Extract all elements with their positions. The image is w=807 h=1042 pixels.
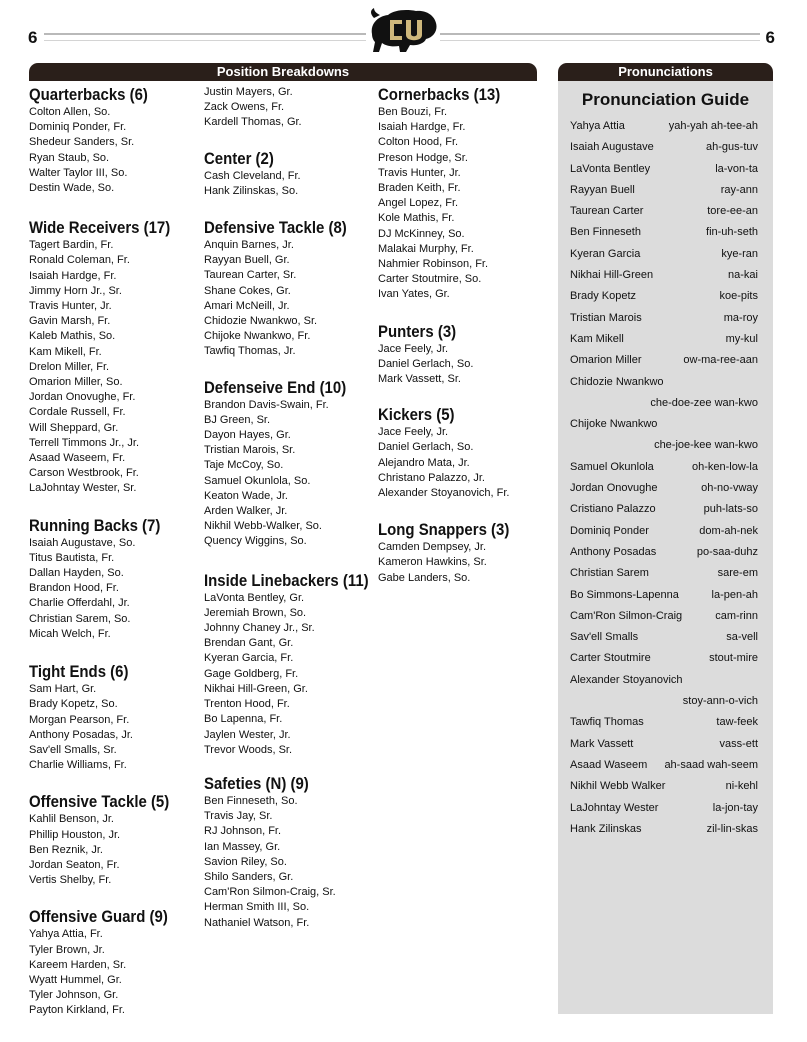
pronunciation-text: la-von-ta (715, 162, 758, 175)
player-entry: Sam Hart, Gr. (29, 683, 97, 696)
player-entry: Dallan Hayden, So. (29, 567, 124, 580)
position-group (29, 792, 201, 888)
player-entry: Anquin Barnes, Jr. (204, 239, 294, 252)
pronunciation-row (570, 499, 758, 520)
player-list (29, 238, 201, 496)
pronunciation-text: sare-em (717, 567, 758, 580)
pronunciation-text: ah-saad wah-seem (664, 758, 758, 771)
player-entry: Ben Bouzi, Fr. (378, 106, 448, 118)
player-entry: Terrell Timmons Jr., Jr. (29, 436, 140, 449)
position-group (204, 149, 376, 199)
position-group-title: Inside Linebackers (11) (204, 570, 369, 590)
pronunciation-row (570, 222, 758, 243)
page-number-right: 6 (765, 28, 775, 47)
player-entry: Trenton Hood, Fr. (204, 698, 290, 711)
player-entry: Jordan Seaton, Fr. (29, 858, 120, 871)
player-name: Chijoke Nwankwo (570, 418, 658, 431)
position-group-title: Safeties (N) (9) (204, 773, 309, 793)
pronunciation-text: na-kai (728, 269, 758, 282)
player-entry: Chidozie Nwankwo, Sr. (204, 315, 318, 328)
position-group-title: Kickers (5) (378, 405, 455, 425)
player-entry: Destin Wade, So. (29, 182, 115, 195)
pronunciation-text: sa-vell (726, 631, 758, 644)
pronunciation-text: zil-lin-skas (706, 822, 758, 835)
player-list (204, 794, 376, 931)
player-entry: Kam Mikell, Fr. (29, 345, 102, 358)
header-rule-right (440, 33, 760, 35)
player-entry: Kareem Harden, Sr. (29, 958, 127, 971)
player-list (29, 682, 201, 773)
position-group-title: Wide Receivers (17) (29, 218, 171, 238)
pronunciation-row (570, 393, 758, 414)
player-list (29, 536, 201, 642)
player-entry: Mark Vassett, Sr. (378, 373, 461, 386)
pronunciation-row (570, 563, 758, 584)
player-entry: Nahmier Robinson, Fr. (378, 258, 489, 271)
player-entry: Savion Riley, So. (204, 855, 287, 868)
player-entry: Christano Palazzo, Jr. (378, 471, 485, 484)
pronunciation-row (570, 670, 758, 691)
player-name: Chidozie Nwankwo (570, 375, 664, 388)
player-list (29, 812, 201, 888)
player-entry: Isaiah Augustave, So. (29, 536, 136, 549)
player-entry: Jace Feely, Jr. (378, 426, 449, 439)
player-entry: Taurean Carter, Sr. (204, 269, 297, 282)
pronunciation-row (570, 329, 758, 350)
pronunciation-text: ni-kehl (725, 780, 758, 793)
pronunciation-row (570, 244, 758, 265)
player-entry: Vertis Shelby, Fr. (29, 874, 112, 887)
player-list (378, 540, 550, 586)
player-name: LaJohntay Wester (570, 801, 659, 814)
player-entry: Cam'Ron Silmon-Craig, Sr. (204, 886, 336, 899)
player-entry: Asaad Waseem, Fr. (29, 452, 126, 465)
pronunciation-row (570, 372, 758, 393)
player-entry: Brendan Gant, Gr. (204, 637, 294, 650)
player-entry: Isaiah Hardge, Fr. (29, 269, 117, 282)
header-rule-right-thin (440, 40, 760, 41)
player-entry: Carter Stoutmire, So. (378, 273, 482, 286)
player-entry: Cash Cleveland, Fr. (204, 169, 301, 182)
player-entry: LaVonta Bentley, Gr. (204, 591, 305, 604)
player-entry: Kahlil Benson, Jr. (29, 813, 114, 826)
pronunciation-text: po-saa-duhz (696, 545, 758, 558)
player-entry: Daniel Gerlach, So. (378, 441, 474, 454)
player-name: Brady Kopetz (570, 290, 637, 303)
pronunciation-row (570, 627, 758, 648)
player-entry: Dominiq Ponder, Fr. (29, 121, 127, 134)
player-entry: Ronald Coleman, Fr. (29, 254, 130, 267)
player-entry: Chijoke Nwankwo, Fr. (204, 330, 311, 343)
pronunciation-row (570, 542, 758, 563)
player-name: LaVonta Bentley (570, 162, 651, 175)
player-entry: Omarion Miller, So. (29, 376, 123, 389)
player-name: Jordan Onovughe (570, 482, 658, 495)
player-entry: Camden Dempsey, Jr. (378, 541, 487, 554)
pronunciation-text: ray-ann (720, 183, 758, 196)
player-list (29, 927, 201, 1018)
player-entry: Samuel Okunlola, So. (204, 474, 311, 487)
pronunciation-text: cam-rinn (715, 609, 758, 622)
player-entry: Shane Cokes, Gr. (204, 284, 291, 297)
player-name: Taurean Carter (570, 205, 644, 218)
player-entry: Ivan Yates, Gr. (378, 288, 450, 301)
pronunciation-row (570, 116, 758, 137)
player-entry: Nikhil Webb-Walker, So. (204, 520, 322, 533)
player-entry: Quency Wiggins, So. (204, 535, 307, 548)
player-entry: Walter Taylor III, So. (29, 166, 128, 179)
position-group (204, 218, 376, 360)
position-group (204, 85, 376, 131)
player-entry: Rayyan Buell, Gr. (204, 254, 290, 267)
player-entry: Shilo Sanders, Gr. (204, 870, 294, 883)
player-entry: Ryan Staub, So. (29, 151, 110, 164)
player-list (378, 105, 550, 303)
player-name: Nikhai Hill-Green (570, 269, 654, 282)
positions-column-1 (29, 85, 201, 1019)
pronunciation-row (570, 457, 758, 478)
player-entry: Amari McNeill, Jr. (204, 299, 290, 312)
player-entry: Phillip Houston, Jr. (29, 828, 121, 841)
player-entry: Kole Mathis, Fr. (378, 212, 455, 225)
pronunciation-text: oh-ken-low-la (691, 460, 758, 473)
player-entry: Anthony Posadas, Jr. (29, 728, 133, 741)
player-name: Yahya Attia (570, 120, 625, 132)
pronunciation-row (570, 648, 758, 669)
player-entry: Tyler Brown, Jr. (29, 943, 105, 956)
player-entry: Jeremiah Brown, So. (204, 606, 307, 619)
positions-column-2 (204, 85, 376, 931)
pronunciation-row (570, 350, 758, 371)
player-entry: Tagert Bardin, Fr. (29, 239, 114, 252)
pronunciation-text: vass-ett (719, 737, 758, 750)
pronunciation-row (570, 819, 758, 840)
pronunciation-row (570, 798, 758, 819)
player-name: Omarion Miller (570, 354, 642, 367)
pronunciation-row (570, 159, 758, 180)
player-name: Hank Zilinskas (570, 822, 642, 835)
position-group (204, 571, 376, 758)
player-entry: Kardell Thomas, Gr. (204, 116, 302, 129)
pronunciation-text: kye-ran (721, 247, 758, 260)
player-entry: Jaylen Wester, Jr. (204, 728, 291, 741)
player-entry: Nathaniel Watson, Fr. (204, 916, 310, 929)
player-entry: Hank Zilinskas, So. (204, 184, 299, 197)
player-entry: Travis Jay, Sr. (204, 810, 273, 823)
position-group (204, 774, 376, 931)
player-entry: Bo Lapenna, Fr. (204, 713, 283, 726)
pronunciation-row (570, 414, 758, 435)
position-group (29, 907, 201, 1018)
pronunciation-row (570, 180, 758, 201)
player-list (29, 105, 201, 196)
position-group-title: Defensive Tackle (8) (204, 218, 347, 238)
pronunciation-text: yah-yah ah-tee-ah (668, 120, 758, 132)
player-entry: Alexander Stoyanovich, Fr. (378, 487, 510, 500)
pronunciation-row (570, 435, 758, 456)
player-list (378, 425, 550, 501)
player-entry: Travis Hunter, Jr. (29, 300, 112, 313)
pronunciation-text: ow-ma-ree-aan (683, 354, 758, 367)
player-entry: Charlie Offerdahl, Jr. (29, 597, 130, 610)
pronunciation-text: tore-ee-an (707, 205, 758, 218)
player-name: Bo Simmons-Lapenna (570, 588, 679, 601)
player-name: Rayyan Buell (570, 183, 635, 196)
player-name: Samuel Okunlola (570, 460, 654, 473)
player-name: Carter Stoutmire (570, 652, 651, 665)
player-name: Anthony Posadas (570, 545, 657, 558)
player-entry: Herman Smith III, So. (204, 901, 310, 914)
pronunciation-text: ma-roy (723, 311, 758, 324)
player-name: Sav'ell Smalls (570, 631, 639, 644)
position-group-title: Offensive Guard (9) (29, 907, 168, 927)
position-group (378, 322, 550, 388)
player-entry: Tawfiq Thomas, Jr. (204, 345, 296, 358)
player-entry: Cordale Russell, Fr. (29, 406, 126, 419)
pronunciation-text: che-doe-zee wan-kwo (650, 396, 758, 409)
pronunciation-text: ah-gus-tuv (706, 141, 758, 154)
player-entry: Micah Welch, Fr. (29, 627, 111, 640)
player-entry: Tyler Johnson, Gr. (29, 989, 119, 1002)
position-group-title: Center (2) (204, 148, 274, 168)
player-entry: Morgan Pearson, Fr. (29, 713, 130, 726)
pronunciation-text: stout-mire (709, 652, 758, 665)
position-group-title: Defenseive End (10) (204, 377, 347, 397)
player-entry: Tristian Marois, Sr. (204, 444, 296, 457)
player-entry: Isaiah Hardge, Fr. (378, 121, 466, 134)
position-group (378, 85, 550, 303)
pronunciation-row (570, 585, 758, 606)
player-name: Tristian Marois (570, 311, 642, 324)
player-entry: Brady Kopetz, So. (29, 698, 118, 711)
player-entry: Johnny Chaney Jr., Sr. (204, 622, 315, 635)
pronunciation-text: la-jon-tay (712, 801, 758, 814)
player-entry: Taje McCoy, So. (204, 459, 284, 472)
player-entry: Christian Sarem, So. (29, 612, 131, 625)
player-entry: Jordan Onovughe, Fr. (29, 391, 136, 404)
player-entry: Trevor Woods, Sr. (204, 743, 293, 756)
player-name: Nikhil Webb Walker (570, 780, 666, 793)
player-entry: Jace Feely, Jr. (378, 342, 449, 355)
player-entry: Carson Westbrook, Fr. (29, 467, 139, 480)
pronunciation-row (570, 308, 758, 329)
player-name: Ben Finneseth (570, 226, 641, 239)
player-entry: Brandon Davis-Swain, Fr. (204, 398, 329, 411)
pronunciation-row (570, 265, 758, 286)
pronunciations-header: Pronunciations (558, 63, 773, 81)
pronunciation-text: stoy-ann-o-vich (682, 695, 758, 708)
player-entry: BJ Green, Sr. (204, 413, 271, 426)
pronunciation-text: fin-uh-seth (706, 226, 758, 239)
player-entry: Shedeur Sanders, Sr. (29, 136, 135, 149)
player-entry: Malakai Murphy, Fr. (378, 242, 474, 255)
player-entry: Sav'ell Smalls, Sr. (29, 743, 117, 756)
player-entry: Yahya Attia, Fr. (29, 928, 103, 941)
player-entry: Arden Walker, Jr. (204, 505, 288, 518)
position-group (29, 516, 201, 642)
player-entry: Drelon Miller, Fr. (29, 360, 110, 373)
position-group (29, 662, 201, 773)
player-entry: Gabe Landers, So. (378, 571, 471, 584)
pronunciation-text: koe-pits (719, 290, 758, 303)
player-entry: Kameron Hawkins, Sr. (378, 556, 487, 569)
player-name: Kam Mikell (570, 332, 624, 345)
position-breakdowns-header: Position Breakdowns (29, 63, 537, 81)
pronunciation-text: oh-no-vway (701, 482, 758, 495)
player-list (204, 169, 376, 199)
player-name: Cristiano Palazzo (570, 503, 656, 516)
player-name: Cam'Ron Silmon-Craig (570, 609, 683, 622)
player-entry: Angel Lopez, Fr. (378, 197, 459, 210)
pronunciation-row (570, 776, 758, 797)
position-group-title: Tight Ends (6) (29, 662, 129, 682)
position-group-title: Cornerbacks (13) (378, 85, 501, 104)
position-group (378, 520, 550, 586)
player-entry: Keaton Wade, Jr. (204, 489, 288, 502)
player-entry: Brandon Hood, Fr. (29, 582, 119, 595)
player-entry: Travis Hunter, Jr. (378, 166, 461, 179)
player-entry: LaJohntay Wester, Sr. (29, 482, 137, 495)
pronunciation-list (570, 116, 758, 840)
pronunciation-row (570, 286, 758, 307)
player-name: Kyeran Garcia (570, 247, 641, 260)
pronunciation-text: my-kul (725, 332, 758, 345)
pronunciation-text: la-pen-ah (711, 588, 758, 601)
pronunciation-row (570, 521, 758, 542)
player-entry: Alejandro Mata, Jr. (378, 456, 470, 469)
pronunciation-text: dom-ah-nek (699, 524, 758, 537)
player-entry: Preson Hodge, Sr. (378, 151, 468, 164)
player-entry: Kyeran Garcia, Fr. (204, 652, 294, 665)
position-group (29, 218, 201, 496)
position-group-title: Quarterbacks (6) (29, 85, 148, 104)
player-name: Christian Sarem (570, 567, 649, 580)
pronunciation-text: che-joe-kee wan-kwo (654, 439, 758, 452)
position-group-title: Running Backs (7) (29, 515, 161, 535)
player-entry: Wyatt Hummel, Gr. (29, 973, 122, 986)
pronunciation-row (570, 478, 758, 499)
page-number-left: 6 (28, 28, 38, 47)
position-group-title: Offensive Tackle (5) (29, 792, 170, 812)
player-name: Isaiah Augustave (570, 141, 654, 154)
cu-buffalo-logo-icon (366, 6, 440, 58)
player-entry: Payton Kirkland, Fr. (29, 1004, 125, 1017)
player-entry: Ben Reznik, Jr. (29, 843, 103, 856)
header-rule-left-thin (44, 40, 366, 41)
player-list (204, 85, 376, 131)
pronunciation-text: puh-lats-so (703, 503, 758, 516)
player-entry: DJ McKinney, So. (378, 227, 465, 240)
player-entry: Zack Owens, Fr. (204, 101, 285, 114)
position-group (378, 405, 550, 501)
player-name: Alexander Stoyanovich (570, 673, 683, 686)
player-entry: Jimmy Horn Jr., Sr. (29, 284, 122, 297)
position-group-title: Long Snappers (3) (378, 520, 510, 540)
player-entry: Titus Bautista, Fr. (29, 551, 115, 564)
pronunciation-row (570, 755, 758, 776)
player-entry: Daniel Gerlach, So. (378, 357, 474, 370)
pronunciation-row (570, 606, 758, 627)
player-list (204, 238, 376, 360)
player-entry: Gavin Marsh, Fr. (29, 315, 111, 328)
pronunciation-guide-title: Pronunciation Guide (581, 90, 750, 109)
position-group (204, 378, 376, 550)
position-group-title: Punters (3) (378, 321, 457, 341)
pronunciation-row (570, 201, 758, 222)
player-entry: Justin Mayers, Gr. (204, 86, 293, 98)
player-name: Mark Vassett (570, 737, 634, 750)
player-list (204, 398, 376, 550)
player-name: Dominiq Ponder (570, 524, 649, 537)
pronunciation-row (570, 734, 758, 755)
player-list (378, 342, 550, 388)
player-entry: Kaleb Mathis, So. (29, 330, 116, 343)
pronunciation-text: taw-feek (716, 716, 758, 729)
player-entry: Will Sheppard, Gr. (29, 421, 119, 434)
header-rule-left (44, 33, 366, 35)
player-name: Asaad Waseem (570, 758, 648, 771)
player-entry: Gage Goldberg, Fr. (204, 667, 299, 680)
position-group (29, 85, 201, 196)
pronunciation-row (570, 691, 758, 712)
positions-column-3 (378, 85, 550, 586)
player-entry: Ben Finneseth, So. (204, 794, 298, 807)
player-entry: Charlie Williams, Fr. (29, 759, 127, 772)
player-entry: Colton Hood, Fr. (378, 136, 459, 149)
player-entry: Braden Keith, Fr. (378, 182, 461, 195)
player-entry: Dayon Hayes, Gr. (204, 429, 291, 442)
player-entry: Nikhai Hill-Green, Gr. (204, 682, 308, 695)
player-list (204, 591, 376, 758)
player-entry: RJ Johnson, Fr. (204, 825, 282, 838)
player-entry: Ian Massey, Gr. (204, 840, 281, 853)
player-name: Tawfiq Thomas (570, 716, 644, 729)
pronunciation-row (570, 712, 758, 733)
pronunciation-row (570, 137, 758, 158)
player-entry: Colton Allen, So. (29, 106, 111, 118)
